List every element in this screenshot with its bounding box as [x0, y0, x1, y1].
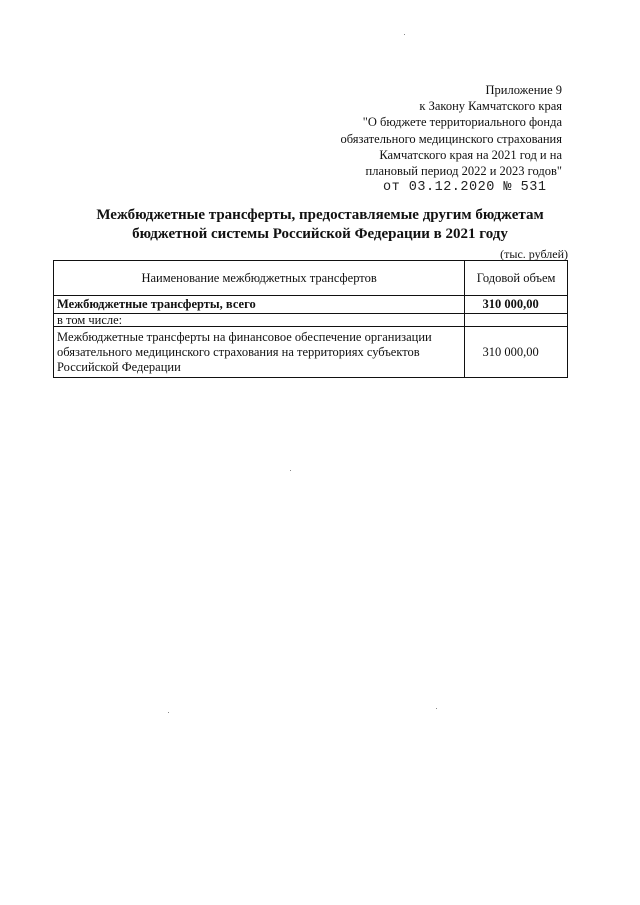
- appendix-line: Камчатского края на 2021 год и на: [379, 147, 562, 162]
- unit-note: (тыс. рублей): [500, 247, 568, 261]
- title-line-2: бюджетной системы Российской Федерации в 2021 году: [132, 226, 508, 242]
- total-value-cell: 310 000,00: [465, 296, 568, 314]
- title-line-1: Межбюджетные трансферты, предоставляемые другим бюджетам: [96, 207, 544, 223]
- appendix-line: Приложение 9: [485, 83, 562, 97]
- appendix-header: [242, 82, 562, 179]
- table-total-row: [54, 296, 568, 314]
- row-name-cell: Межбюджетные трансферты на финансовое обеспечение организации обязательного медицинского страхования на территориях субъектов Российской Федерации: [54, 327, 465, 378]
- including-cell: в том числе:: [54, 314, 465, 327]
- row-value-cell: 310 000,00: [465, 327, 568, 378]
- law-number-stamp: от 03.12.2020 № 531: [383, 180, 547, 195]
- appendix-line: обязательного медицинского страхования: [340, 131, 562, 146]
- table-row: [54, 327, 568, 378]
- scan-speck: [168, 712, 169, 713]
- header-volume-cell: Годовой объем: [465, 261, 568, 296]
- including-empty-cell: [465, 314, 568, 327]
- total-name-cell: Межбюджетные трансферты, всего: [54, 296, 465, 314]
- table-header-row: [54, 261, 568, 296]
- appendix-line: к Закону Камчатского края: [419, 99, 562, 114]
- scan-speck: [436, 708, 437, 709]
- scan-speck: [290, 470, 291, 471]
- scan-speck: [404, 34, 405, 35]
- document-title: [60, 206, 580, 244]
- table-including-row: [54, 314, 568, 327]
- appendix-line: "О бюджете территориального фонда: [362, 115, 562, 130]
- transfers-table: [53, 260, 568, 378]
- header-name-cell: Наименование межбюджетных трансфертов: [54, 261, 465, 296]
- appendix-line: плановый период 2022 и 2023 годов": [365, 164, 562, 179]
